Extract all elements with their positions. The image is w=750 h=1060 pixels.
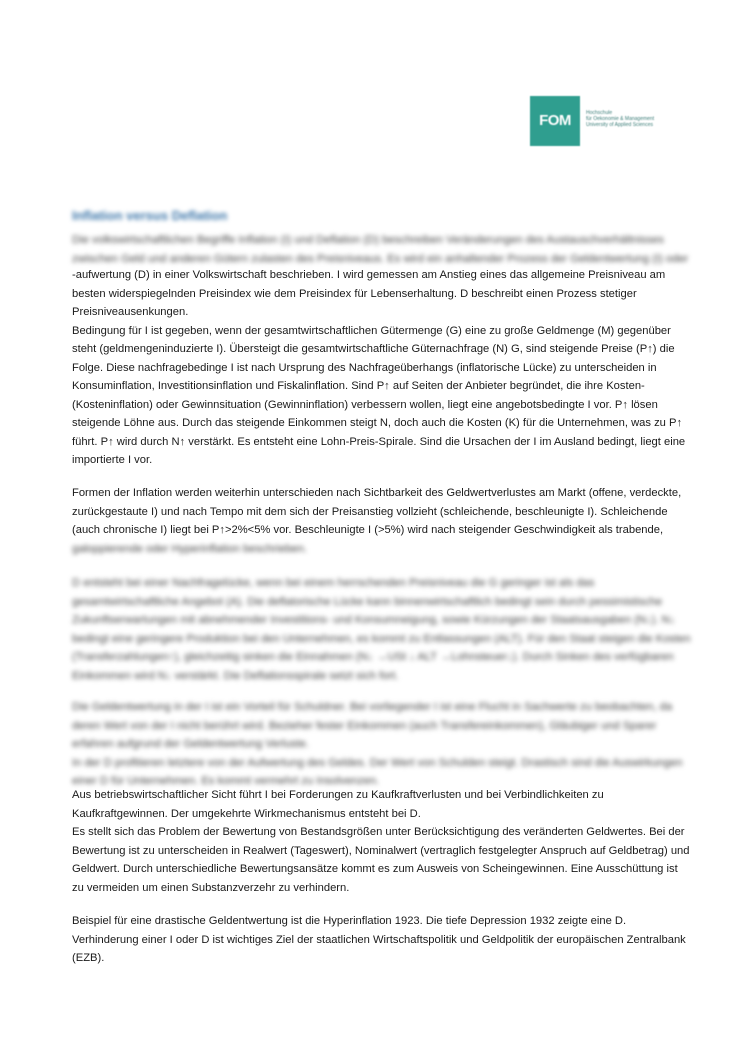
text-line: deren Wert von der I nicht berührt wird. Bezieher fester Einkommen (auch Transfereinkommen), Gläubiger und Sparer xyxy=(72,719,657,732)
business-view-paragraph xyxy=(72,786,697,897)
text-line: erfahren aufgrund der Geldentwertung Verluste. xyxy=(72,738,309,750)
deflation-paragraph xyxy=(72,574,697,685)
text-line: besten widerspiegelnden Preisindex wie dem Preisindex für Lebenserhaltung. D beschreibt einen Prozess stetiger xyxy=(72,287,637,300)
text-line: führt. P↑ wird durch N↑ verstärkt. Es entsteht eine Lohn-Preis-Spirale. Sind die Ursachen der I im Ausland bedingt, liegt eine xyxy=(72,435,686,448)
example-paragraph xyxy=(72,912,697,968)
intro-paragraph xyxy=(72,266,697,470)
text-line: Zukunftserwartungen mit abnehmender Investitions- und Konsumneigung, sowie Kürzungen der Staatsausgaben (N↓). N↓ xyxy=(72,614,676,626)
fom-logo-text xyxy=(586,110,698,128)
text-line: Verhinderung einer I oder D ist wichtiges Ziel der staatlichen Wirtschaftspolitik und Geldpolitik der europäischen Zentralbank xyxy=(72,933,686,946)
text-line: Geldwert. Durch unterschiedliche Bewertungsansätze kommt es zum Ausweis von Scheingewinnen. Eine Ausschüttung ist xyxy=(72,863,678,875)
text-line: bedingt eine geringere Produktion bei den Unternehmen, es kommt zu Entlassungen (ALT). Für den Staat steigen die Kosten xyxy=(72,632,691,645)
text-line: -aufwertung (D) in einer Volkswirtschaft beschrieben. I wird gemessen am Anstieg eines das allgemeine Preisniveau am xyxy=(72,269,666,281)
text-line: Formen der Inflation werden weiterhin unterschieden nach Sichtbarkeit des Geldwertverlustes am Markt (offene, verdeckte, xyxy=(72,487,682,499)
text-line: steht (geldmengeninduzierte I). Übersteigt die gesamtwirtschaftliche Güternachfrage (N) G, sind steigende Preise (P↑) die xyxy=(72,343,675,355)
text-line: (EZB). xyxy=(72,952,105,964)
text-line: zu vermeiden um einen Substanzverzehr zu verhindern. xyxy=(72,881,350,894)
logo-line: Hochschule xyxy=(586,110,613,116)
text-line: Einkommen wird N↓ verstärkt. Die Deflationsspirale setzt sich fort. xyxy=(72,669,399,682)
text-line: Aus betriebswirtschaftlicher Sicht führt I bei Forderungen zu Kaufkraftverlusten und bei Verbindlichkeiten zu xyxy=(72,789,604,801)
text-line: Beispiel für eine drastische Geldentwertung ist die Hyperinflation 1923. Die tiefe Depression 1932 zeigte eine D. xyxy=(72,915,627,927)
fom-logo xyxy=(530,96,700,148)
text-line: zwischen Geld und anderen Gütern zulasten des Preisniveaus. Es wird ein anhaltender Prozess der Geldentwertung (I) oder xyxy=(72,252,689,265)
text-line: einer D für Unternehmen. Es kommt vermehrt zu Insolvenzen. xyxy=(72,775,380,787)
text-line: (Kosteninflation) oder Gewinnsituation (Gewinninflation) verbessern wollen, liegt eine angebotsbedingte I vor. P↑ lösen xyxy=(72,398,658,411)
text-line: importierte I vor. xyxy=(72,454,153,466)
text-line: Bewertung ist zu unterscheiden in Realwert (Tageswert), Nominalwert (vertraglich festgelegter Anspruch auf Geldbetrag) und xyxy=(72,844,690,857)
text-line: In der D profitieren letztere von der Aufwertung des Geldes. Der Wert von Schulden steigt. Drastisch sind die Auswirkungen xyxy=(72,756,683,769)
intro-blurred-paragraph xyxy=(72,231,697,268)
document-title: Inflation versus Deflation xyxy=(72,208,228,223)
text-line: steigende Löhne aus. Durch das steigende Einkommen steigt N, doch auch die Kosten (K) für die Unternehmen, was zu P↑ xyxy=(72,417,683,429)
text-line: D entsteht bei einer Nachfragelücke, wenn bei einem herrschenden Preisniveau die G geringer ist als das xyxy=(72,577,595,589)
text-line: Es stellt sich das Problem der Bewertung von Bestandsgrößen unter Berücksichtigung des veränderten Geldwertes. Bei der xyxy=(72,826,685,838)
text-line: Konsuminflation, Investitionsinflation und Fiskalinflation. Sind P↑ auf Seiten der Anbieter begründet, die ihre Kosten- xyxy=(72,380,645,392)
text-line: Folge. Diese nachfragebedinge I ist nach Ursprung des Nachfrageüberhangs (inflatorische Lücke) zu unterscheiden in xyxy=(72,361,657,374)
text-line: Kaufkraftgewinnen. Der umgekehrte Wirkmechanismus entsteht bei D. xyxy=(72,807,421,820)
text-line: zurückgestaute I) und nach Tempo mit dem sich der Preisanstieg vollzieht (schleichende, beschleunigte I). Schleichende xyxy=(72,505,668,518)
inflation-forms-paragraph xyxy=(72,484,697,540)
logo-line: University of Applied Sciences xyxy=(586,122,653,128)
text-line: Bedingung für I ist gegeben, wenn der gesamtwirtschaftlichen Gütermenge (G) eine zu große Geldmenge (M) gegenüber xyxy=(72,324,671,337)
text-line: (auch chronische I) liegt bei P↑>2%<5% vor. Beschleunigte I (>5%) wird nach steigender Geschwindigkeit als trabende, xyxy=(72,524,664,536)
text-line: Preisniveausenkungen. xyxy=(72,306,189,318)
text-line: (Transferzahlungen↑), gleichzeitig sinken die Einnahmen (N↓ →USt ↓ ALT →Lohnsteuer↓). Durch Sinken des verfügbaren xyxy=(72,651,674,663)
logo-line: für Oekonomie & Management xyxy=(586,116,655,122)
fom-logo-mark: FOM xyxy=(530,96,580,146)
text-line: Die Geldentwertung in der I ist ein Vorteil für Schuldner. Bei vorliegender I ist eine Flucht in Sachwerte zu beobachten, da xyxy=(72,701,673,713)
text-line: galoppierende oder Hyperinflation beschrieben. xyxy=(72,543,308,555)
text-line: gesamtwirtschaftliche Angebot (A). Die deflatorische Lücke kann binnenwirtschaftlich bedingt sein durch pessimistische xyxy=(72,595,663,608)
effects-blurred-paragraph xyxy=(72,698,697,791)
inflation-forms-blurred-line xyxy=(72,540,697,559)
text-line: Die volkswirtschaftlichen Begriffe Inflation (I) und Deflation (D) beschreiben Veränderungen des Austauschverhältnisses xyxy=(72,234,664,246)
